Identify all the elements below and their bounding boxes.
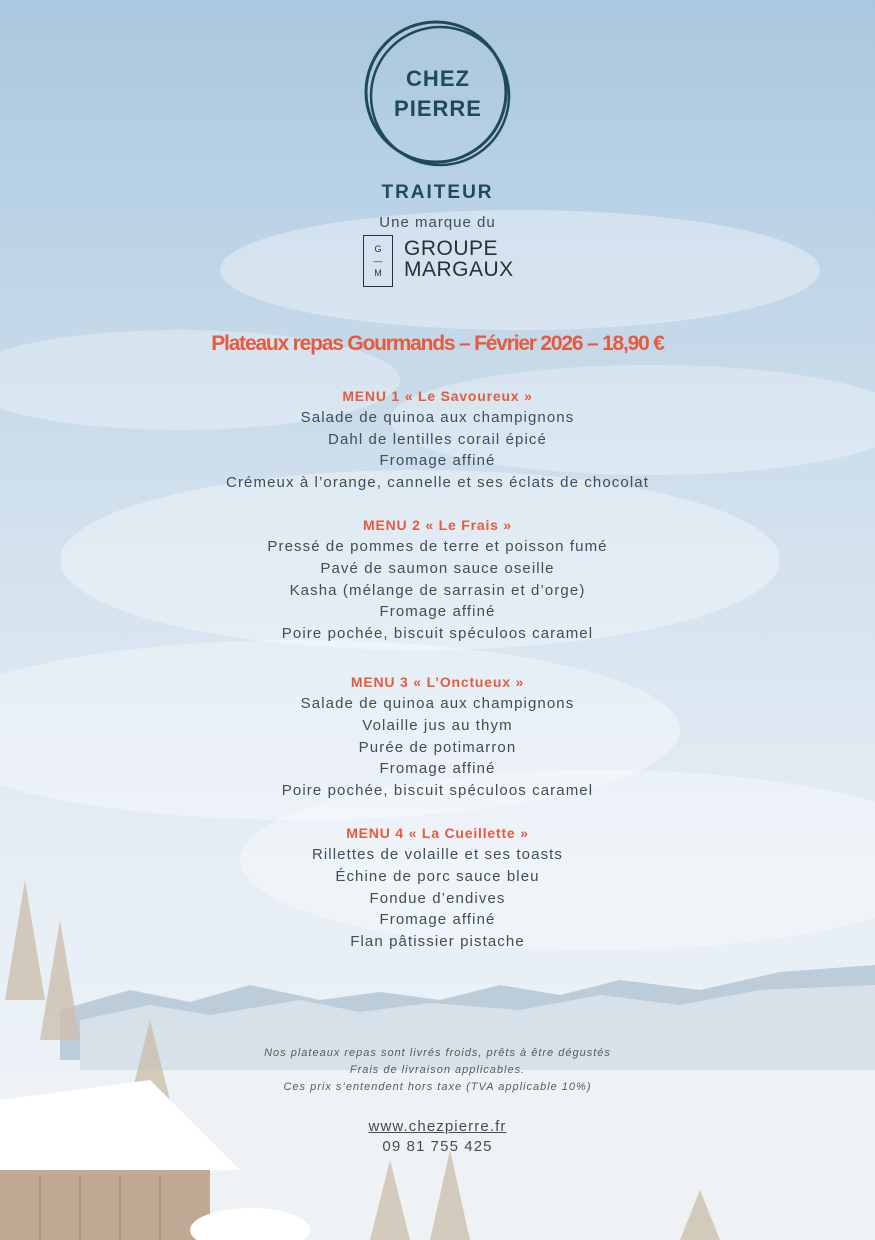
footer-notes (0, 1045, 875, 1096)
menu-title: MENU 1 « Le Savoureux » (342, 388, 533, 404)
monogram-letter-m: M (374, 268, 382, 278)
page-title: Plateaux repas Gourmands – Février 2026 – 18,90 € (211, 332, 664, 355)
monogram-letter-g: G (374, 244, 382, 254)
menu-item: Purée de potimarron (358, 738, 517, 756)
note-tax: Ces prix s’entendent hors taxe (TVA applicable 10%) (283, 1081, 592, 1093)
menu-item: Crémeux à l’orange, cannelle et ses éclats de chocolat (226, 473, 649, 491)
menu-item: Pavé de saumon sauce oseille (320, 559, 555, 577)
menu-item: Dahl de lentilles corail épicé (328, 430, 547, 448)
brand-name-groupe: GROUPE (404, 237, 499, 260)
menu-title: MENU 3 « L’Onctueux » (350, 674, 525, 691)
gm-monogram (363, 235, 393, 287)
menu-item: Pressé de pommes de terre et poisson fumé (267, 538, 608, 556)
menu-item: Échine de porc sauce bleu (335, 867, 540, 885)
menu-2 (0, 514, 875, 644)
menu-item: Kasha (mélange de sarrasin et d’orge) (289, 581, 586, 599)
menu-list (0, 385, 875, 973)
menu-3 (0, 671, 875, 801)
menu-item: Salade de quinoa aux champignons (300, 409, 575, 426)
menu-title: MENU 2 « Le Frais » (362, 517, 513, 534)
menu-item: Poire pochée, biscuit spéculoos caramel (281, 781, 594, 799)
monogram-dash: — (373, 256, 383, 266)
note-delivery-fees: Frais de livraison applicables. (349, 1064, 526, 1076)
menu-item: Poire pochée, biscuit spéculoos caramel (281, 624, 594, 642)
menu-item: Salade de quinoa aux champignons (300, 695, 575, 713)
menu-1 (0, 385, 875, 493)
logo-traiteur-label: TRAITEUR (381, 182, 494, 203)
website-link[interactable]: www.chezpierre.fr (368, 1118, 507, 1135)
brand-tagline: Une marque du (379, 214, 496, 231)
logo-line-pierre: PIERRE (394, 96, 482, 121)
contact-block (0, 1117, 875, 1157)
menu-4 (0, 822, 875, 952)
note-delivery-cold: Nos plateaux repas sont livrés froids, prêts à être dégustés (264, 1047, 611, 1059)
menu-item: Rillettes de volaille et ses toasts (311, 846, 564, 864)
groupe-margaux-logo (360, 233, 520, 289)
logo-line-chez: CHEZ (406, 66, 470, 91)
menu-item: Fromage affiné (379, 911, 496, 929)
menu-item: Volaille jus au thym (362, 716, 513, 734)
logo-rings-icon (360, 18, 516, 170)
menu-item: Fromage affiné (379, 452, 496, 470)
menu-item: Fondue d’endives (369, 889, 506, 907)
menu-item: Fromage affiné (379, 760, 496, 778)
chez-pierre-logo (360, 18, 516, 170)
menu-item: Fromage affiné (379, 603, 496, 621)
menu-item: Flan pâtissier pistache (350, 932, 525, 950)
phone-number: 09 81 755 425 (382, 1138, 493, 1155)
brand-name-margaux: MARGAUX (404, 258, 514, 281)
menu-title: MENU 4 « La Cueillette » (346, 825, 529, 842)
